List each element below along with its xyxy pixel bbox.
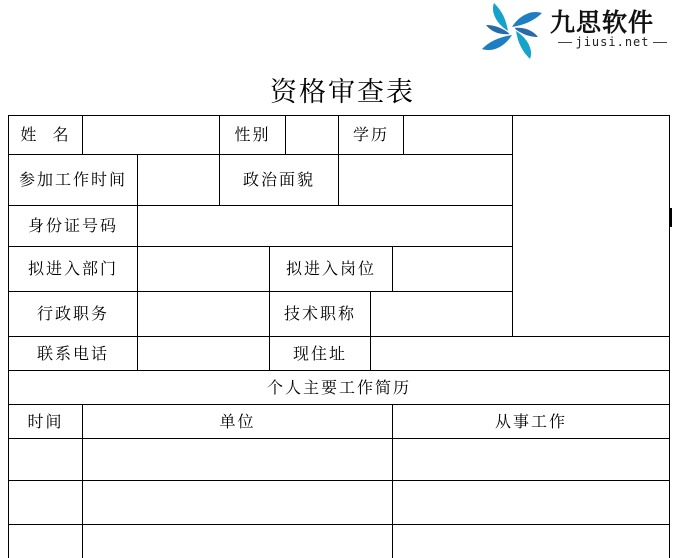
gender-label: 性别: [234, 125, 271, 144]
post-field[interactable]: [393, 247, 512, 291]
phone-field[interactable]: [138, 337, 269, 370]
history-col-job: 从事工作: [494, 411, 567, 431]
id-number-label: 身份证号码: [27, 216, 118, 235]
swirl-logo-icon: [478, 0, 546, 62]
education-field[interactable]: [404, 116, 512, 154]
company-logo: [478, 0, 685, 62]
admin-position-label: 行政职务: [36, 304, 109, 323]
form-title: 资格审查表: [270, 77, 415, 108]
post-label: 拟进入岗位: [285, 259, 376, 278]
admin-position-field[interactable]: [138, 292, 269, 336]
history-row-cell[interactable]: [9, 439, 82, 480]
history-row-cell[interactable]: [83, 439, 392, 480]
work-start-label: 参加工作时间: [18, 170, 127, 189]
address-label: 现住址: [292, 343, 347, 363]
dept-field[interactable]: [138, 247, 269, 291]
political-field[interactable]: [339, 155, 512, 205]
history-col-unit: 单位: [219, 411, 256, 431]
text-cursor: [670, 208, 672, 227]
history-heading: 个人主要工作简历: [266, 377, 411, 397]
name-field[interactable]: [83, 116, 219, 154]
history-col-time: 时间: [27, 411, 64, 431]
tech-title-label: 技术职称: [283, 304, 356, 323]
history-row-cell[interactable]: [9, 481, 82, 524]
history-row-cell[interactable]: [83, 525, 392, 558]
history-row-cell[interactable]: [83, 481, 392, 524]
work-start-field[interactable]: [138, 155, 219, 205]
id-number-field[interactable]: [138, 206, 512, 246]
history-row-cell[interactable]: [9, 525, 82, 558]
education-label: 学历: [352, 125, 389, 144]
phone-label: 联系电话: [36, 343, 109, 363]
table-border: [669, 115, 670, 558]
address-field[interactable]: [371, 337, 669, 370]
gender-field[interactable]: [286, 116, 338, 154]
tech-title-field[interactable]: [371, 292, 512, 336]
logo-name: 九思软件: [550, 8, 655, 37]
dept-label: 拟进入部门: [27, 259, 118, 278]
photo-area[interactable]: [513, 116, 669, 336]
political-label: 政治面貌: [242, 170, 315, 189]
history-row-cell[interactable]: [393, 439, 669, 480]
name-label: 姓 名: [20, 125, 71, 144]
history-row-cell[interactable]: [393, 481, 669, 524]
history-row-cell[interactable]: [393, 525, 669, 558]
logo-url: jiusi.net: [550, 35, 675, 49]
